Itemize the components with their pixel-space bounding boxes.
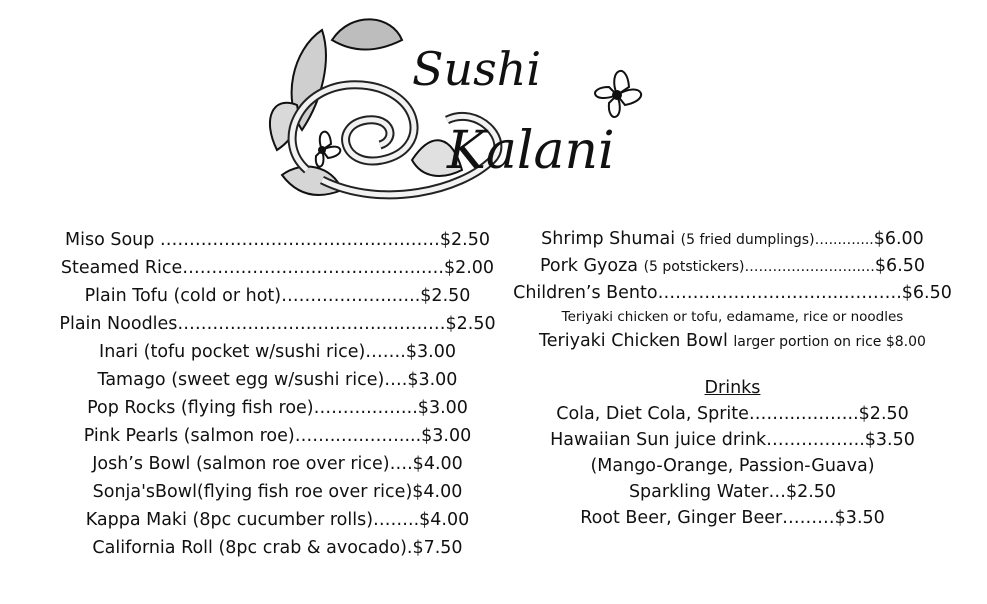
- logo-line-2: Kalani: [447, 121, 615, 181]
- menu-item-teriyaki-chicken-bowl: [510, 328, 955, 355]
- left-menu-column: [40, 226, 515, 562]
- menu-item-miso-soup: Miso Soup …………………………………………$2.50: [64, 230, 491, 250]
- drink-item-flavors: (Mango-Orange, Passion-Guava): [590, 456, 875, 476]
- menu-item-kappa-maki: Kappa Maki (8pc cucumber rolls)……..$4.00: [85, 510, 470, 530]
- menu-item-shrimp-shumai: [510, 226, 955, 253]
- menu-item-sonjas-bowl: Sonja'sBowl(flying fish roe over rice)$4.00: [92, 482, 463, 502]
- shrimp-shumai-price: $6.00: [873, 229, 924, 249]
- drink-item-hawaiian-sun: Hawaiian Sun juice drink……………..$3.50: [550, 430, 915, 450]
- teriyaki-bowl-name: Teriyaki Chicken Bowl: [539, 331, 734, 351]
- menu-item-california-roll: California Roll (8pc crab & avocado).$7.50: [92, 538, 463, 558]
- shrimp-shumai-desc: (5 fried dumplings)…...…....: [680, 232, 874, 248]
- menu-item-plain-noodles: Plain Noodles…………………………………….…$2.50: [59, 314, 496, 334]
- menu-item-childrens-bento: Children’s Bento…………………………..……….$6.50: [513, 283, 952, 303]
- shrimp-shumai-name: Shrimp Shumai: [541, 229, 681, 249]
- menu-item-inari: Inari (tofu pocket w/sushi rice)…….$3.00: [99, 342, 456, 362]
- drink-item-root-beer: Root Beer, Ginger Beer………$3.50: [580, 508, 885, 528]
- drink-item-cola: Cola, Diet Cola, Sprite……..………..$2.50: [556, 404, 909, 424]
- menu-item-pop-rocks: Pop Rocks (flying fish roe)……….……..$3.00: [87, 398, 468, 418]
- logo: [262, 10, 682, 210]
- childrens-bento-description: Teriyaki chicken or tofu, edamame, rice or noodles: [561, 309, 904, 325]
- logo-line-1: Sushi: [412, 42, 542, 96]
- teriyaki-bowl-desc: larger portion on rice $8.00: [733, 334, 926, 350]
- menu-item-pink-pearls: Pink Pearls (salmon roe)……..….……....$3.00: [83, 426, 472, 446]
- pork-gyoza-name: Pork Gyoza: [539, 256, 644, 276]
- right-menu-column: [510, 226, 955, 531]
- menu-item-tamago: Tamago (sweet egg w/sushi rice)….$3.00: [97, 370, 458, 390]
- menu-item-steamed-rice: Steamed Rice……………………………….….….$2.00: [60, 258, 495, 278]
- drink-item-sparkling-water: Sparkling Water…$2.50: [628, 482, 837, 502]
- menu-item-pork-gyoza: [510, 253, 955, 280]
- menu-item-plain-tofu: Plain Tofu (cold or hot)……………….…..$2.50: [84, 286, 471, 306]
- menu-item-joshs-bowl: Josh’s Bowl (salmon roe over rice)….$4.00: [92, 454, 463, 474]
- drinks-heading: Drinks: [704, 378, 761, 398]
- pork-gyoza-desc: (5 potstickers)…………………….…: [643, 259, 875, 275]
- pork-gyoza-price: $6.50: [874, 256, 926, 276]
